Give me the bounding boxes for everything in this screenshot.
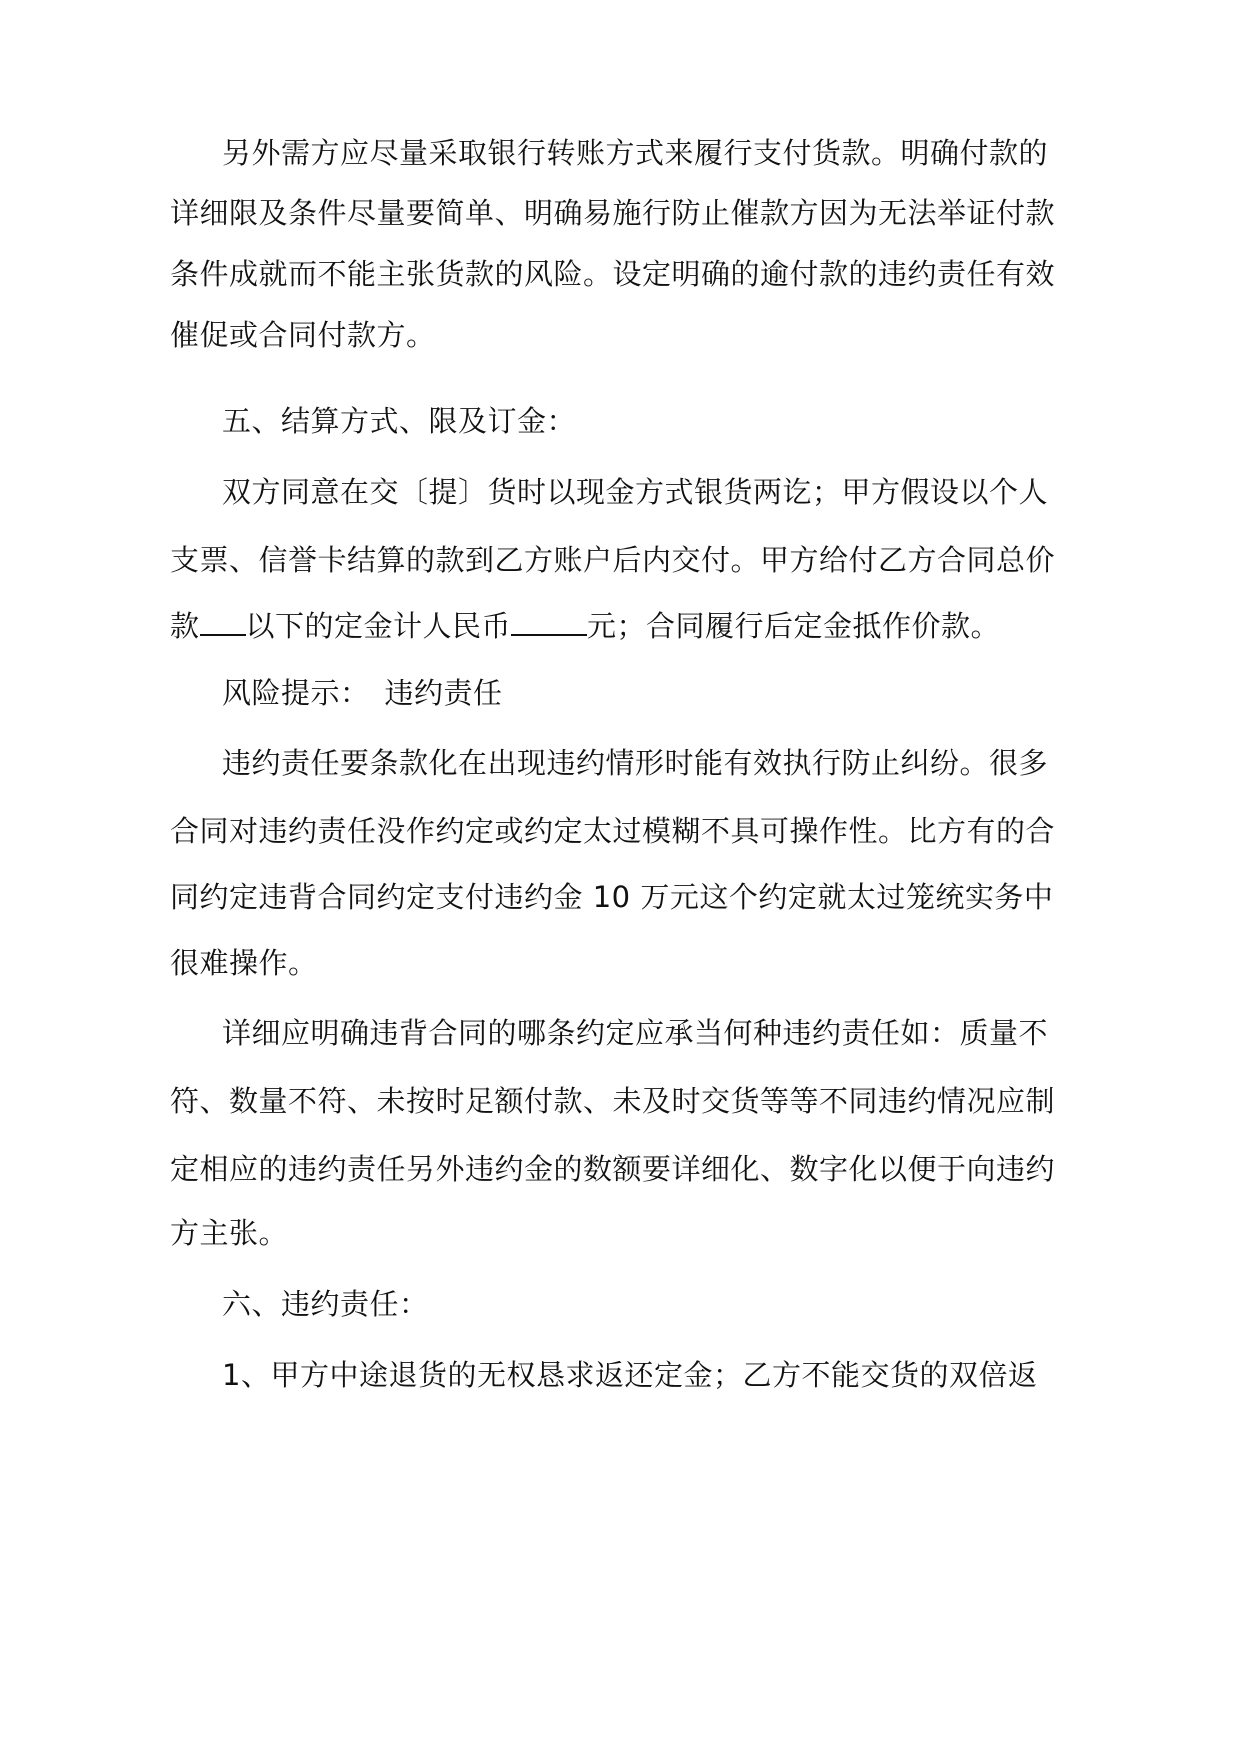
- deposit-line: [170, 606, 1000, 646]
- deposit-text-2: 以下的定金计人民币: [245, 609, 512, 643]
- section-heading: 五、结算方式、限及订金：: [222, 404, 577, 438]
- paragraph-line: 符、数量不符、未按时足额付款、未及时交货等等不同违约情况应制: [170, 1084, 1056, 1118]
- paragraph-line: 合同对违约责任没作约定或约定太过模糊不具可操作性。比方有的合: [170, 814, 1056, 848]
- risk-heading: 风险提示： 违约责任: [222, 676, 503, 710]
- deposit-ratio-blank: [200, 606, 246, 636]
- paragraph-line: 详细应明确违背合同的哪条约定应承当何种违约责任如：质量不: [222, 1016, 1049, 1050]
- paragraph-line: 同约定违背合同约定支付违约金 10 万元这个约定就太过笼统实务中: [170, 880, 1054, 914]
- paragraph-line: 定相应的违约责任另外违约金的数额要详细化、数字化以便于向违约: [170, 1152, 1056, 1186]
- paragraph-line: 1、甲方中途退货的无权恳求返还定金；乙方不能交货的双倍返: [222, 1358, 1038, 1392]
- paragraph-line: 很难操作。: [170, 946, 318, 980]
- paragraph-line: 方主张。: [170, 1216, 289, 1250]
- paragraph-line: 详细限及条件尽量要简单、明确易施行防止催款方因为无法举证付款: [170, 196, 1056, 230]
- paragraph-line: 另外需方应尽量采取银行转账方式来履行支付货款。明确付款的: [222, 136, 1049, 170]
- section-heading: 六、违约责任：: [222, 1287, 429, 1321]
- paragraph-line: 双方同意在交〔提〕货时以现金方式银货两讫；甲方假设以个人: [222, 475, 1049, 509]
- deposit-text-3: 元；合同履行后定金抵作价款。: [587, 609, 1001, 643]
- deposit-text-1: 款: [170, 609, 200, 643]
- paragraph-line: 支票、信誉卡结算的款到乙方账户后内交付。甲方给付乙方合同总价: [170, 543, 1056, 577]
- paragraph-line: 违约责任要条款化在出现违约情形时能有效执行防止纠纷。很多: [222, 746, 1049, 780]
- deposit-amount-blank: [511, 606, 587, 636]
- paragraph-line: 条件成就而不能主张货款的风险。设定明确的逾付款的违约责任有效: [170, 257, 1056, 291]
- paragraph-line: 催促或合同付款方。: [170, 318, 436, 352]
